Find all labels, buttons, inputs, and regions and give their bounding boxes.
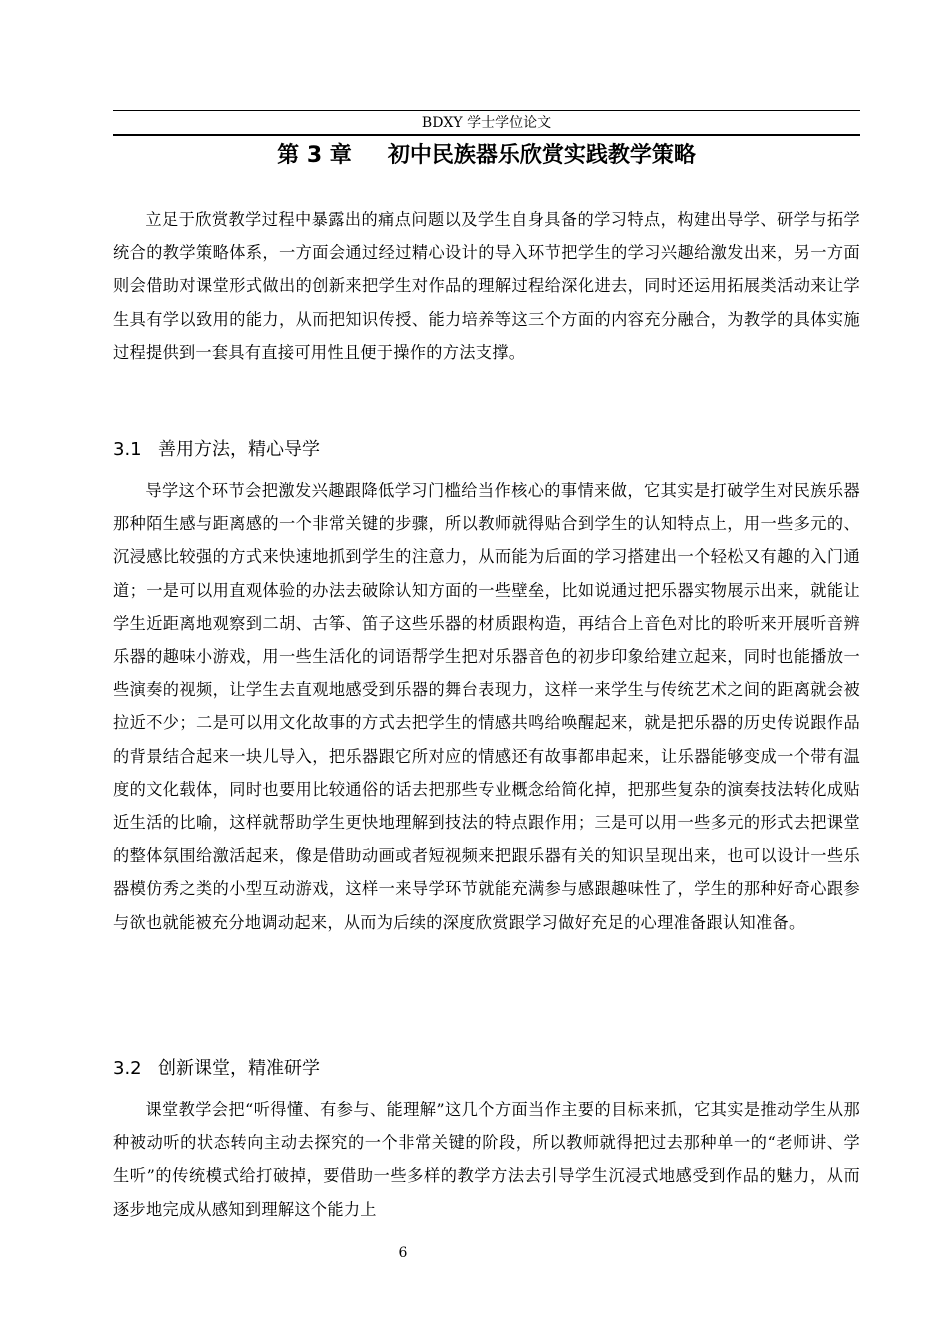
section-title: 善用方法，精心导学 — [158, 439, 320, 460]
chapter-number: 第 3 章 — [277, 143, 352, 168]
intro-paragraph: 立足于欣赏教学过程中暴露出的痛点问题以及学生自身具备的学习特点，构建出导学、研学与拓学统合的教学策略体系，一方面会通过经过精心设计的导入环节把学生的学习兴趣给激发出来，另一方面则会借助对课堂形式做出的创新来把学生对作品的理解过程给深化进去，同时还运用拓展类活动来让学生具有学以致用的能力，从而把知识传授、能力培养等这三个方面的内容充分融合，为教学的具体实施过程提供到一套具有直接可用性且便于操作的方法支撑。 — [113, 210, 860, 362]
chapter-heading — [113, 140, 860, 172]
header-rule-bottom — [113, 134, 860, 136]
section-heading-3-2 — [113, 1055, 860, 1083]
section-paragraph-3-1: 导学这个环节会把激发兴趣跟降低学习门槛给当作核心的事情来做，它其实是打破学生对民族乐器那种陌生感与距离感的一个非常关键的步骤，所以教师就得贴合到学生的认知特点上，用一些多元的、沉浸感比较强的方式来快速地抓到学生的注意力，从而能为后面的学习搭建出一个轻松又有趣的入门通道；一是可以用直观体验的办法去破除认知方面的一些壁垒，比如说通过把乐器实物展示出来，就能让学生近距离地观察到二胡、古筝、笛子这些乐器的材质跟构造，再结合上音色对比的聆听来开展听音辨乐器的趣味小游戏，用一些生活化的词语帮学生把对乐器音色的初步印象给建立起来，同时也能播放一些演奏的视频，让学生去直观地感受到乐器的舞台表现力，这样一来学生与传统艺术之间的距离就会被拉近不少；二是可以用文化故事的方式去把学生的情感共鸣给唤醒起来，就是把乐器的历史传说跟作品的背景结合起来一块儿导入，把乐器跟它所对应的情感还有故事都串起来，让乐器能够变成一个带有温度的文化载体，同时也要用比较通俗的话去把那些专业概念给简化掉，把那些复杂的演奏技法转化成贴近生活的比喻，这样就帮助学生更快地理解到技法的特点跟作用；三是可以用一些多元的形式去把课堂的整体氛围给激活起来，像是借助动画或者短视频来把跟乐器有关的知识呈现出来，也可以设计一些乐器模仿秀之类的小型互动游戏，这样一来导学环节就能充满参与感跟趣味性了，学生的那种好奇心跟参与欲也就能被充分地调动起来，从而为后续的深度欣赏跟学习做好充足的心理准备跟认知准备。 — [113, 481, 860, 932]
section-number: 3.1 — [113, 439, 142, 460]
running-header: BDXY 学士学位论文 — [421, 115, 552, 131]
section-title: 创新课堂，精准研学 — [158, 1058, 320, 1079]
section-paragraph-3-2: 课堂教学会把“听得懂、有参与、能理解”这几个方面当作主要的目标来抓，它其实是推动学生从那种被动听的状态转向主动去探究的一个非常关键的阶段，所以教师就得把过去那种单一的“老师讲、学生听”的传统模式给打破掉，要借助一些多样的教学方法去引导学生沉浸式地感受到作品的魅力，从而逐步地完成从感知到理解这个能力上 — [113, 1100, 860, 1219]
page-number: 6 — [398, 1245, 408, 1261]
section-heading-3-1 — [113, 436, 860, 464]
section-number: 3.2 — [113, 1058, 142, 1079]
header-rule-top — [113, 110, 860, 111]
chapter-title: 初中民族器乐欣赏实践教学策略 — [387, 143, 696, 168]
